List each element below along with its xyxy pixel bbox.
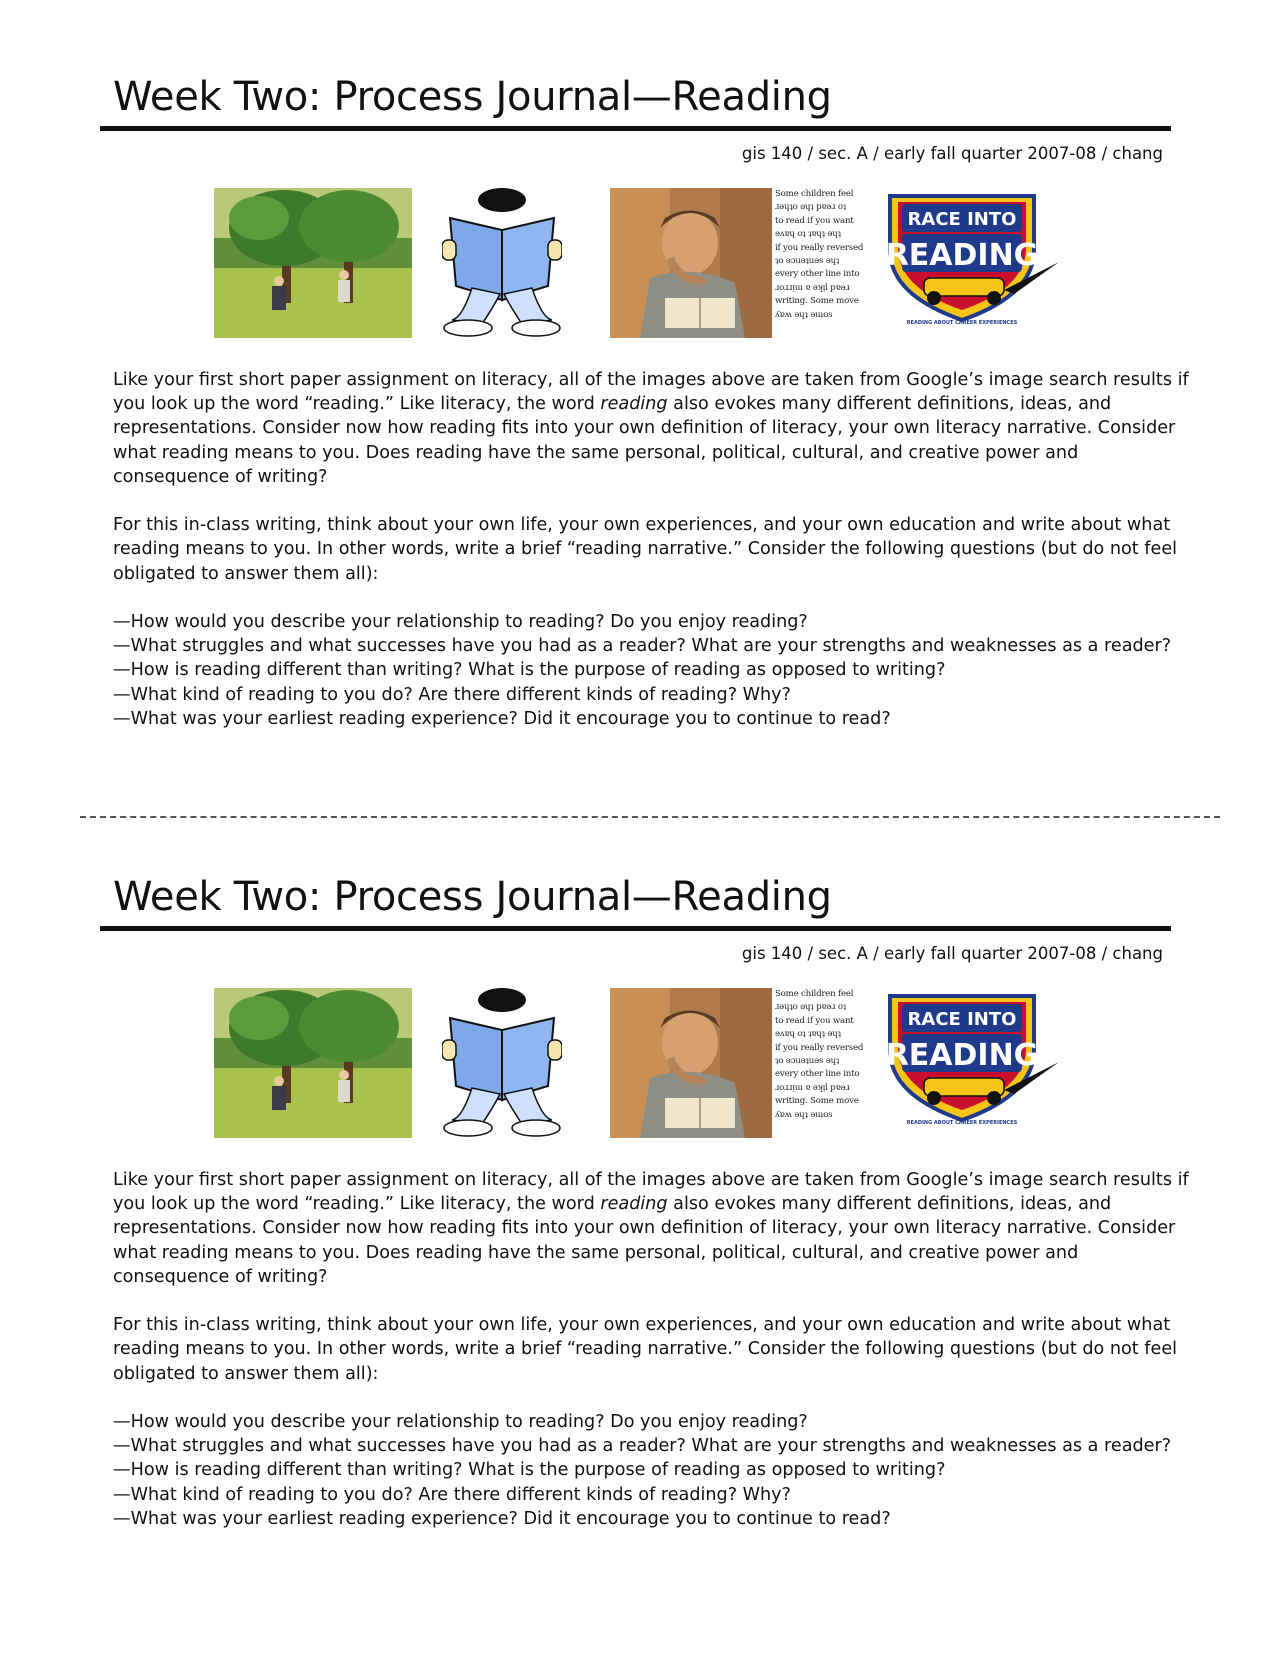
handout-copy-top [0, 0, 1280, 800]
painting-trees-readers [214, 188, 412, 338]
handout-body [113, 1168, 1193, 1531]
excerpt-line: ɹǝɥʇo ǝɥʇ pɐǝɹ oʇ [775, 202, 847, 213]
excerpt-line: ɹoɹɹᴉɯ ɐ ǝʞᴉl pɐǝɹ [775, 282, 850, 293]
excerpt-line: ǝʌɐɥ oʇ ʇɐɥʇ ǝɥʇ [775, 229, 841, 240]
excerpt-line: ɹoɹɹᴉɯ ɐ ǝʞᴉl pɐǝɹ [775, 1082, 850, 1093]
excerpt-line: every other line into [775, 1069, 860, 1080]
course-line: gis 140 / sec. A / early fall quarter 2007-08 / chang [741, 944, 1163, 963]
excerpt-line: ǝʌɐɥ oʇ ʇɐɥʇ ǝɥʇ [775, 1029, 841, 1040]
excerpt-line: if you really reversed [775, 242, 864, 253]
excerpt-line: ʎɐʍ ǝɥʇ ǝɯos [775, 1109, 833, 1120]
question-item: —How is reading different than writing? What is the purpose of reading as opposed to writing? [113, 1460, 946, 1481]
image-strip [214, 188, 1074, 338]
excerpt-line: writing. Some move [775, 1096, 859, 1107]
image-strip [214, 988, 1074, 1138]
excerpt-line: ɹǝɥʇo ǝɥʇ pɐǝɹ oʇ [775, 1002, 847, 1013]
excerpt-line: to read if you want [775, 1015, 854, 1026]
painting-man-reading [610, 988, 772, 1138]
logo-top-word: RACE INTO [907, 1009, 1017, 1030]
race-into-reading-logo [884, 990, 1064, 1130]
question-item: —What struggles and what successes have you had as a reader? What are your strengths and weaknesses as a reader? [113, 636, 1172, 657]
painting-man-reading [610, 188, 772, 338]
question-item: —What kind of reading to you do? Are there different kinds of reading? Why? [113, 1484, 791, 1505]
excerpt-line: ʎɐʍ ǝɥʇ ǝɯos [775, 309, 833, 320]
paragraph-intro: Like your first short paper assignment on literacy, all of the images above are taken from Google’s image search results if you look up the word “reading.” Like literacy, the word reading also evokes many different definitions, ideas, and representations. Consider now how reading fits into your own definition of literacy, your own literacy narrative. Consider what reading means to you. Does reading have the same personal, political, cultural, and creative power and consequence of writing? [113, 1170, 1189, 1287]
race-into-reading-logo [884, 190, 1064, 330]
logo-tagline: READING ABOUT CAREER EXPERIENCES [906, 320, 1018, 326]
handout-body [113, 368, 1193, 731]
logo-main-word: READING [885, 1038, 1039, 1073]
page-title: Week Two: Process Journal—Reading [113, 874, 832, 920]
question-item: —How is reading different than writing? What is the purpose of reading as opposed to writing? [113, 660, 946, 681]
course-line: gis 140 / sec. A / early fall quarter 2007-08 / chang [741, 144, 1163, 163]
paragraph-instructions: For this in-class writing, think about your own life, your own experiences, and your own education and write about what reading means to you. In other words, write a brief “reading narrative.” Consider the following questions (but do not feel obligated to answer them all): [113, 515, 1178, 584]
question-item: —What kind of reading to you do? Are there different kinds of reading? Why? [113, 684, 791, 705]
excerpt-line: to read if you want [775, 215, 854, 226]
painting-trees-readers [214, 988, 412, 1138]
excerpt-line: if you really reversed [775, 1042, 864, 1053]
children-reading-excerpt [775, 188, 879, 322]
excerpt-line: Some children feel [775, 189, 854, 199]
question-item: —What was your earliest reading experience? Did it encourage you to continue to read? [113, 708, 891, 729]
logo-tagline: READING ABOUT CAREER EXPERIENCES [906, 1120, 1018, 1126]
question-item: —How would you describe your relationship to reading? Do you enjoy reading? [113, 612, 808, 632]
excerpt-line: every other line into [775, 269, 860, 280]
excerpt-line: Some children feel [775, 989, 854, 999]
logo-top-word: RACE INTO [907, 209, 1017, 230]
cartoon-reader [442, 188, 562, 338]
children-reading-excerpt [775, 988, 879, 1122]
logo-main-word: READING [885, 238, 1039, 273]
title-rule [100, 926, 1171, 931]
excerpt-line: writing. Some move [775, 296, 859, 307]
title-rule [100, 126, 1171, 131]
question-item: —What struggles and what successes have you had as a reader? What are your strengths and weaknesses as a reader? [113, 1436, 1172, 1457]
paragraph-instructions: For this in-class writing, think about your own life, your own experiences, and your own education and write about what reading means to you. In other words, write a brief “reading narrative.” Consider the following questions (but do not feel obligated to answer them all): [113, 1315, 1178, 1384]
handout-copy-bottom [0, 800, 1280, 1600]
paragraph-intro: Like your first short paper assignment on literacy, all of the images above are taken from Google’s image search results if you look up the word “reading.” Like literacy, the word reading also evokes many different definitions, ideas, and representations. Consider now how reading fits into your own definition of literacy, your own literacy narrative. Consider what reading means to you. Does reading have the same personal, political, cultural, and creative power and consequence of writing? [113, 370, 1189, 487]
question-item: —What was your earliest reading experience? Did it encourage you to continue to read? [113, 1508, 891, 1529]
question-item: —How would you describe your relationship to reading? Do you enjoy reading? [113, 1412, 808, 1432]
cartoon-reader [442, 988, 562, 1138]
excerpt-line: ʇo ǝɔuǝʇuǝs ǝɥʇ [775, 256, 840, 267]
excerpt-line: ʇo ǝɔuǝʇuǝs ǝɥʇ [775, 1056, 840, 1067]
page-title: Week Two: Process Journal—Reading [113, 74, 832, 120]
